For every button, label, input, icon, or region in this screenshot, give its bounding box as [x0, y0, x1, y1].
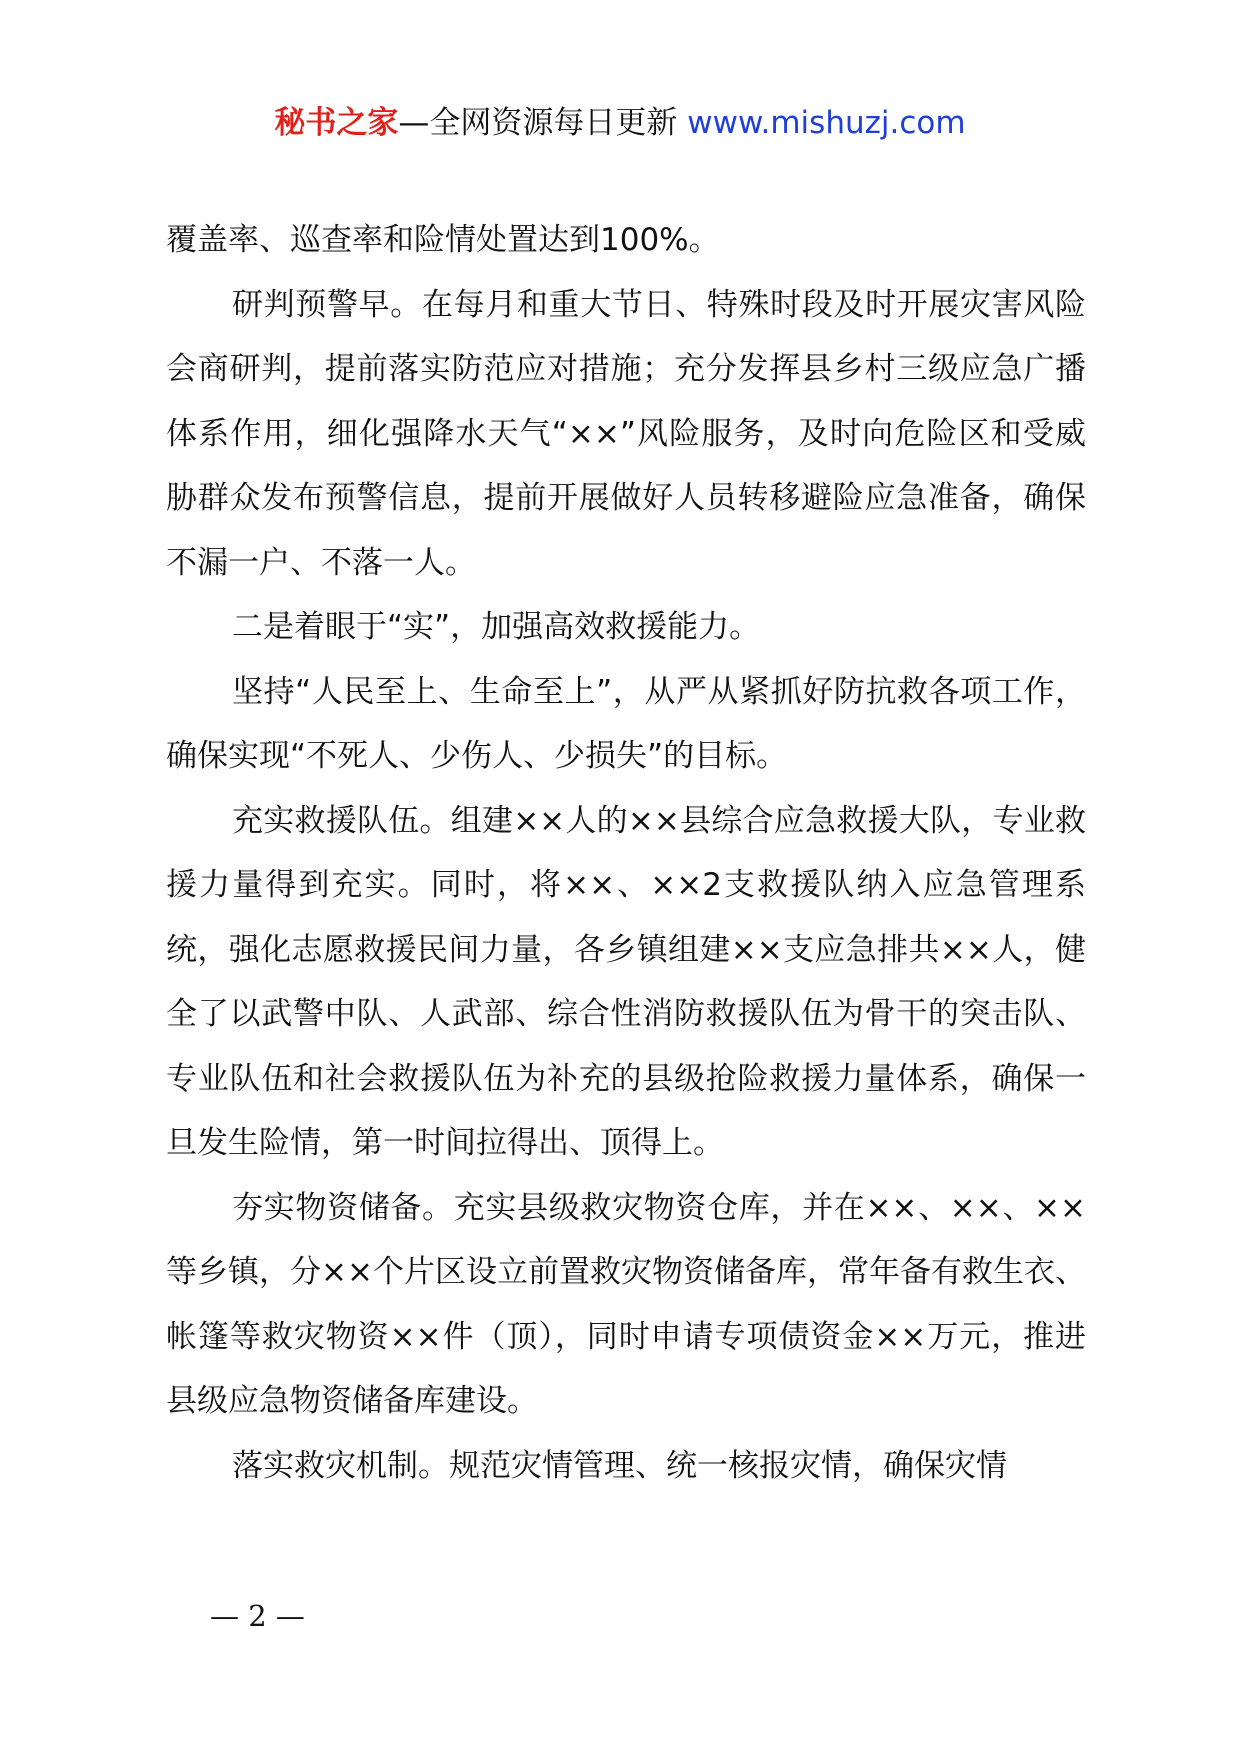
page-number: — 2 —	[210, 1599, 305, 1633]
paragraph-material-reserve: 夯实物资储备。充实县级救灾物资仓库，并在××、××、××等乡镇，分××个片区设立前置救灾物资储备库，常年备有救生衣、帐篷等救灾物资××件（顶），同时申请专项债资金××万元，推进县级应急物资储备库建设。	[166, 1189, 1086, 1419]
document-body	[166, 208, 1086, 1498]
paragraph-rescue-teams: 充实救援队伍。组建××人的××县综合应急救援大队，专业救援力量得到充实。同时，将××、××2支救援队纳入应急管理系统，强化志愿救援民间力量，各乡镇组建××支应急排共××人，健全了以武警中队、人武部、综合性消防救援队伍为骨干的突击队、专业队伍和社会救援队伍为补充的县级抢险救援力量体系，确保一旦发生险情，第一时间拉得出、顶得上。	[166, 802, 1086, 1161]
paragraph-early-warning: 研判预警早。在每月和重大节日、特殊时段及时开展灾害风险会商研判，提前落实防范应对措施；充分发挥县乡村三级应急广播体系作用，细化强降水天气“××”风险服务，及时向危险区和受威胁群众发布预警信息，提前开展做好人员转移避险应急准备，确保不漏一户、不落一人。	[166, 286, 1086, 581]
brand-name: 秘书之家	[274, 105, 399, 141]
paragraph-relief-mechanism: 落实救灾机制。规范灾情管理、统一核报灾情，确保灾情	[232, 1447, 1007, 1484]
header-slogan: —全网资源每日更新	[398, 105, 688, 141]
site-watermark-header	[0, 98, 1240, 148]
paragraph-principle: 坚持“人民至上、生命至上”，从严从紧抓好防抗救各项工作，确保实现“不死人、少伤人、少损失”的目标。	[166, 673, 1086, 774]
paragraph-continuation: 覆盖率、巡查率和险情处置达到100%。	[166, 222, 720, 258]
site-url-link[interactable]: www.mishuzj.com	[687, 105, 966, 141]
section-heading-rescue: 二是着眼于“实”，加强高效救援能力。	[232, 609, 761, 645]
